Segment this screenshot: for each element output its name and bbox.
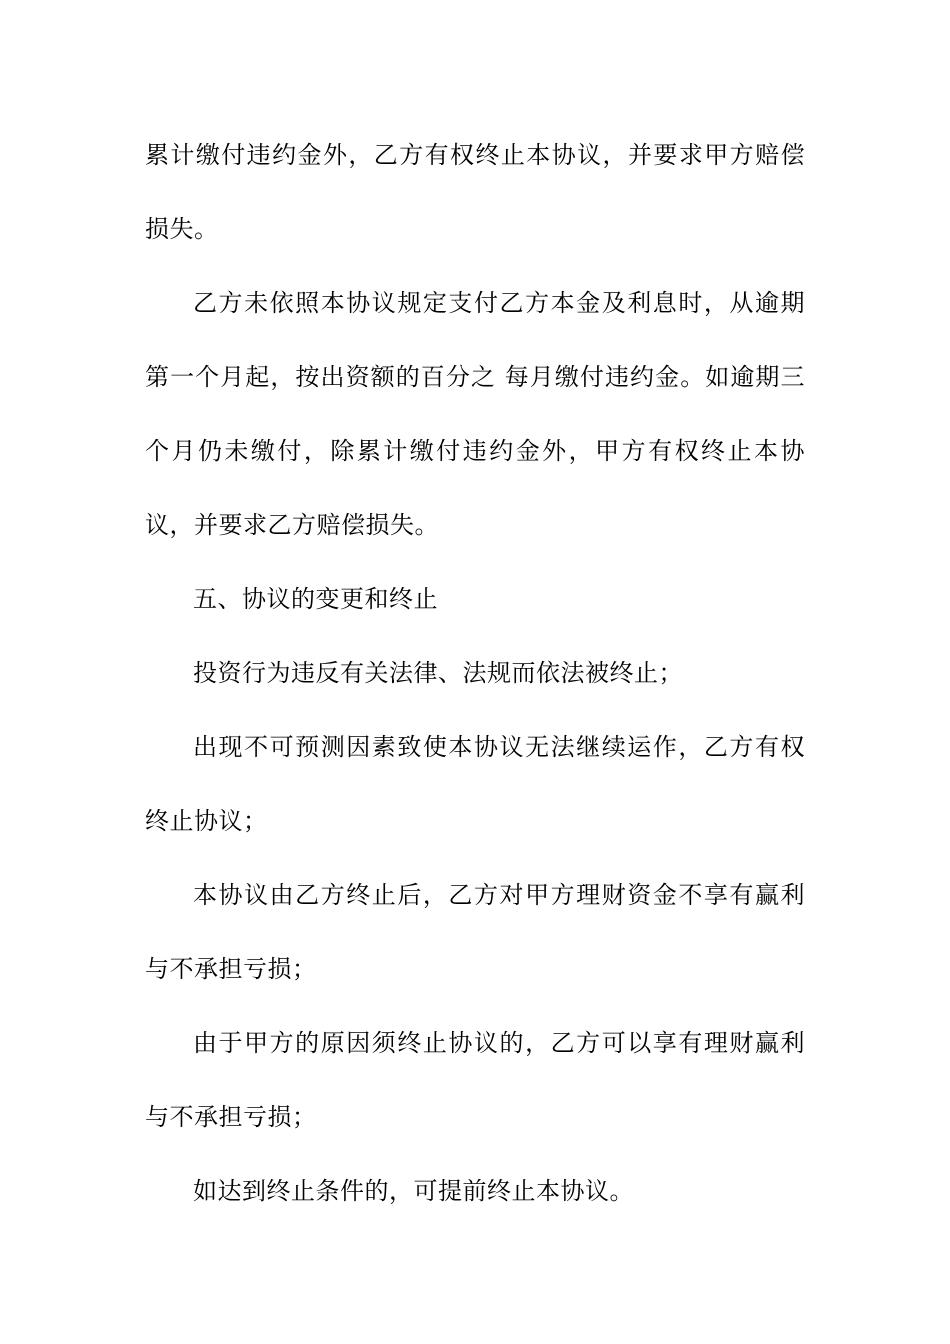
- paragraph-continuation: 累计缴付违约金外，乙方有权终止本协议，并要求甲方赔偿损失。: [145, 141, 805, 243]
- paragraph-termination-illegal: 投资行为违反有关法律、法规而依法被终止；: [193, 659, 683, 687]
- paragraph-early-termination: 如达到终止条件的，可提前终止本协议。: [193, 1177, 634, 1205]
- section-heading-change-termination: 五、协议的变更和终止: [193, 585, 438, 613]
- paragraph-termination-by-party-a: 由于甲方的原因须终止协议的，乙方可以享有理财赢利与不承担亏损；: [145, 1029, 805, 1131]
- paragraph-termination-by-party-b: 本协议由乙方终止后，乙方对甲方理财资金不享有赢利与不承担亏损；: [145, 881, 805, 983]
- paragraph-termination-unforeseen: 出现不可预测因素致使本协议无法继续运作，乙方有权终止协议；: [145, 733, 805, 835]
- document-body: [145, 118, 805, 1228]
- paragraph-default-clause: 乙方未依照本协议规定支付乙方本金及利息时，从逾期第一个月起，按出资额的百分之 每月缴付违约金。如逾期三个月仍未缴付，除累计缴付违约金外，甲方有权终止本协议，并要求乙方赔偿损失。: [145, 289, 805, 539]
